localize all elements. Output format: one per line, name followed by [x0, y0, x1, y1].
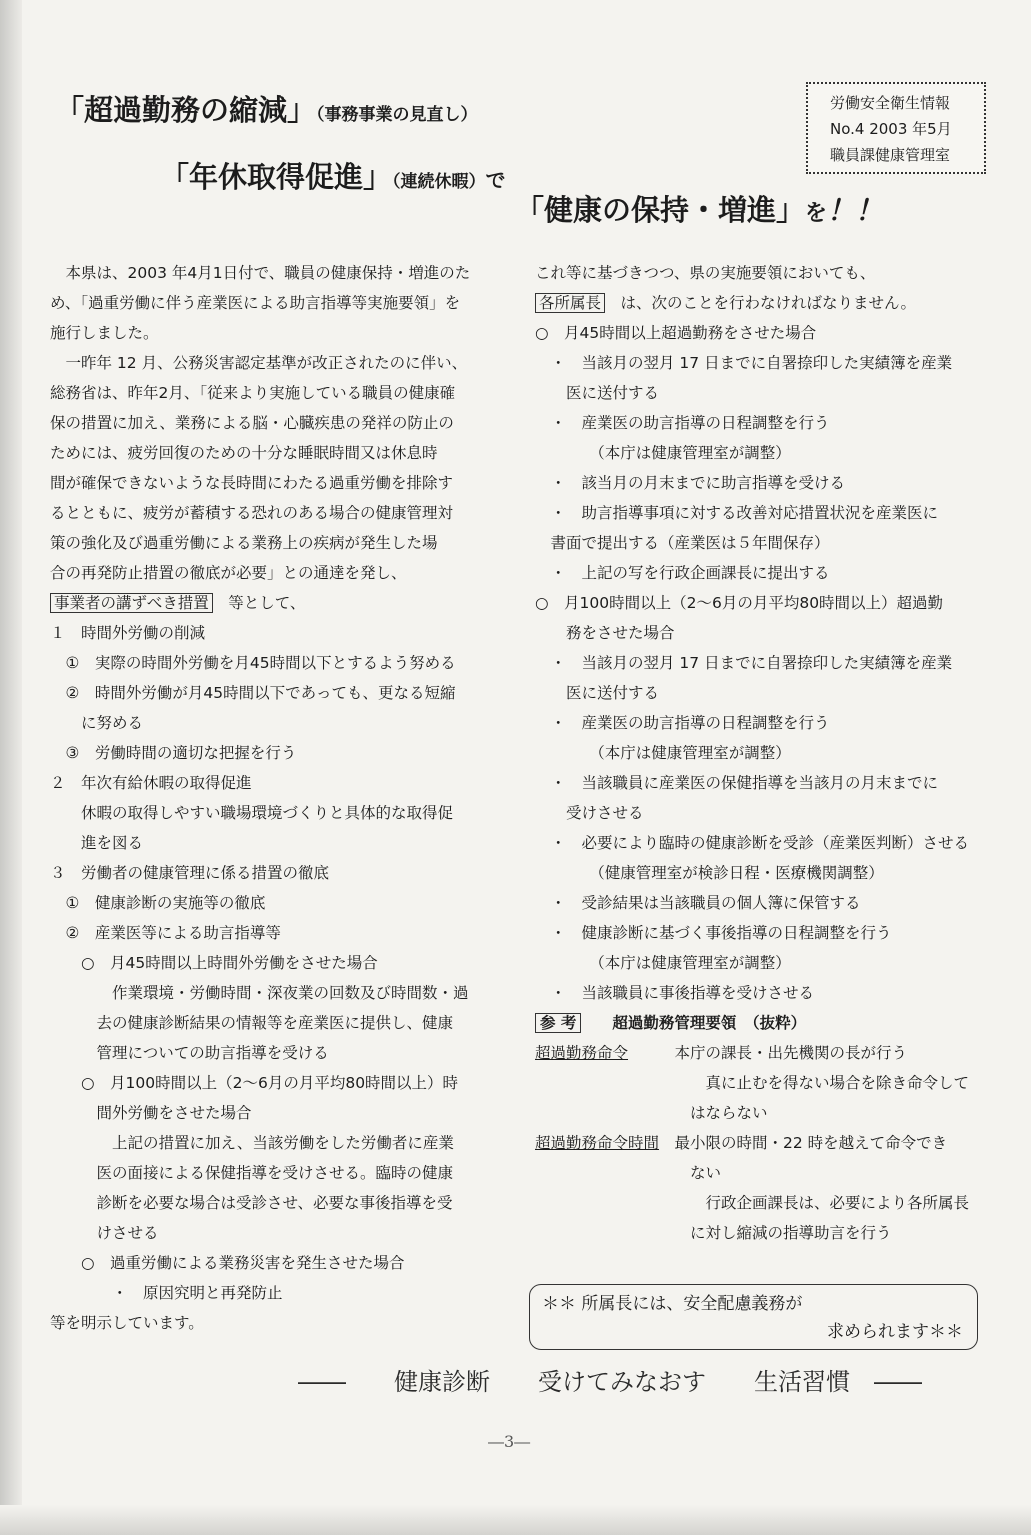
- text-line: ・ 原因究明と再発防止: [50, 1284, 283, 1302]
- headline-3: 「健康の保持・増進」を！！: [515, 193, 884, 227]
- reference-line: 超過勤務命令時間 最小限の時間・22 時を越えて命令でき: [535, 1134, 948, 1152]
- text-line: 進を図る: [50, 834, 144, 852]
- text-line: ○ 月100時間以上（2～6月の月平均80時間以上）超過勤: [535, 594, 944, 612]
- text-line: 策の強化及び過重労働による業務上の疾病が発生した場: [50, 534, 438, 552]
- text-line: 医に送付する: [535, 684, 660, 702]
- boxed-term: 各所属長: [535, 293, 605, 313]
- text-line: ○ 月100時間以上（2～6月の月平均80時間以上）時: [50, 1074, 459, 1092]
- headline-1: 「超過勤務の縮減」（事務事業の見直し）: [55, 93, 478, 127]
- left-column: [50, 258, 495, 1338]
- footer-slogan: ―― 健康診断 受けてみなおす 生活習慣 ――: [298, 1368, 922, 1396]
- reference-term: 超過勤務命令: [535, 1044, 629, 1062]
- reference-label: 参 考: [535, 1013, 581, 1033]
- text-line: ・ 産業医の助言指導の日程調整を行う: [535, 414, 830, 432]
- text-line: はならない: [535, 1104, 768, 1122]
- text-line: （健康管理室が検診日程・医療機関調整）: [535, 864, 884, 882]
- text-line: ・ 当該職員に事後指導を受けさせる: [535, 984, 815, 1002]
- text-line: 受けさせる: [535, 804, 644, 822]
- text-line: 上記の措置に加え、当該労働をした労働者に産業: [50, 1134, 454, 1152]
- text-line: ・ 当該職員に産業医の保健指導を当該月の月末までに: [535, 774, 939, 792]
- text-line: （本庁は健康管理室が調整）: [535, 744, 791, 762]
- text-line: ○ 月45時間以上超過勤務をさせた場合: [535, 324, 817, 342]
- text-line: ・ 健康診断に基づく事後指導の日程調整を行う: [535, 924, 892, 942]
- text-line: るとともに、疲労が蓄積する恐れのある場合の健康管理対: [50, 504, 454, 522]
- text-line: ・ 該当月の月末までに助言指導を受ける: [535, 474, 846, 492]
- boxed-term-line: 各所属長 は、次のことを行わなければなりません。: [535, 288, 985, 318]
- text-line: に対し縮減の指導助言を行う: [535, 1224, 892, 1242]
- notice-line-1: ＊＊ 所属長には、安全配慮義務が: [542, 1294, 803, 1314]
- text-line: ・ 産業医の助言指導の日程調整を行う: [535, 714, 830, 732]
- reference-term: 超過勤務命令時間: [535, 1134, 660, 1152]
- text-line: 間が確保できないような長時間にわたる過重労働を排除す: [50, 474, 454, 492]
- text-line: ・ 受診結果は当該職員の個人簿に保管する: [535, 894, 861, 912]
- stamp-line-3: 職員課健康管理室: [830, 146, 951, 164]
- text-line: 行政企画課長は、必要により各所属長: [535, 1194, 970, 1212]
- text-line: ・ 上記の写を行政企画課長に提出する: [535, 564, 830, 582]
- text-line: 診断を必要な場合は受診させ、必要な事後指導を受: [50, 1194, 453, 1212]
- text-line: ・ 当該月の翌月 17 日までに自署捺印した実績簿を産業: [535, 654, 953, 672]
- headline-2: 「年休取得促進」（連続休暇）で: [160, 160, 506, 194]
- text-line: （本庁は健康管理室が調整）: [535, 444, 791, 462]
- text-line: ためには、疲労回復のための十分な睡眠時間又は休息時: [50, 444, 438, 462]
- text-line: め、「過重労働に伴う産業医による助言指導等実施要領」を: [50, 294, 461, 312]
- text-line: ２ 年次有給休暇の取得促進: [50, 774, 252, 792]
- text-line: ない: [535, 1164, 722, 1182]
- text-line: 真に止むを得ない場合を除き命令して: [535, 1074, 970, 1092]
- text-line: 等を明示しています。: [50, 1314, 204, 1332]
- text-line: 施行しました。: [50, 324, 159, 342]
- page-number: ―3―: [488, 1432, 531, 1451]
- text-line: 保の措置に加え、業務による脳・心臓疾患の発祥の防止の: [50, 414, 454, 432]
- text-line: 総務省は、昨年2月、「従来より実施している職員の健康確: [50, 384, 456, 402]
- text-line: ・ 当該月の翌月 17 日までに自署捺印した実績簿を産業: [535, 354, 953, 372]
- text-line: ③ 労働時間の適切な把握を行う: [50, 744, 297, 762]
- reference-line: 超過勤務命令 本庁の課長・出先機関の長が行う: [535, 1044, 908, 1062]
- text-line: 合の再発防止措置の徹底が必要」との通達を発し、: [50, 564, 407, 582]
- text-line: ・ 必要により臨時の健康診断を受診（産業医判断）させる: [535, 834, 970, 852]
- text-line: 務をさせた場合: [535, 624, 675, 642]
- text-line: 去の健康診断結果の情報等を産業医に提供し、健康: [50, 1014, 454, 1032]
- text-line: ① 健康診断の実施等の徹底: [50, 894, 266, 912]
- boxed-term-line: 事業者の講ずべき措置 等として、: [50, 588, 495, 618]
- text-line: 医の面接による保健指導を受けさせる。臨時の健康: [50, 1164, 454, 1182]
- text-line: ○ 過重労働による業務災害を発生させた場合: [50, 1254, 405, 1272]
- text-line: 医に送付する: [535, 384, 660, 402]
- text-line: に努める: [50, 714, 144, 732]
- boxed-term: 事業者の講ずべき措置: [50, 593, 213, 613]
- stamp-line-2: No.4 2003 年5月: [830, 120, 952, 138]
- text-line: ○ 月45時間以上時間外労働をさせた場合: [50, 954, 378, 972]
- text-line: これ等に基づきつつ、県の実施要領においても、: [535, 264, 876, 282]
- text-line: 本県は、2003 年4月1日付で、職員の健康保持・増進のた: [50, 264, 471, 282]
- stamp-line-1: 労働安全衛生情報: [830, 94, 951, 112]
- safety-notice-box: [529, 1284, 978, 1350]
- text-line: ３ 労働者の健康管理に係る措置の徹底: [50, 864, 330, 882]
- text-line: 休暇の取得しやすい職場環境づくりと具体的な取得促: [50, 804, 454, 822]
- text-line: １ 時間外労働の削減: [50, 624, 206, 642]
- text-line: ・ 助言指導事項に対する改善対応措置状況を産業医に: [535, 504, 939, 522]
- info-stamp: [806, 82, 986, 174]
- text-line: 書面で提出する（産業医は５年間保存）: [535, 534, 830, 552]
- text-line: 管理についての助言指導を受ける: [50, 1044, 329, 1062]
- notice-line-2: 求められます＊＊: [827, 1322, 963, 1342]
- text-line: ① 実際の時間外労働を月45時間以下とするよう努める: [50, 654, 456, 672]
- text-line: （本庁は健康管理室が調整）: [535, 954, 791, 972]
- text-line: 間外労働をさせた場合: [50, 1104, 252, 1122]
- text-line: ② 産業医等による助言指導等: [50, 924, 281, 942]
- right-column: [535, 258, 985, 1248]
- text-line: けさせる: [50, 1224, 159, 1242]
- page-left-edge: [0, 0, 22, 1535]
- page-bottom-edge: [0, 1505, 1031, 1535]
- text-line: ② 時間外労働が月45時間以下であっても、更なる短縮: [50, 684, 456, 702]
- text-line: 一昨年 12 月、公務災害認定基準が改正されたのに伴い、: [50, 354, 468, 372]
- text-line: 作業環境・労働時間・深夜業の回数及び時間数・過: [50, 984, 469, 1002]
- reference-heading: 参 考 超過勤務管理要領 （抜粋）: [535, 1008, 985, 1038]
